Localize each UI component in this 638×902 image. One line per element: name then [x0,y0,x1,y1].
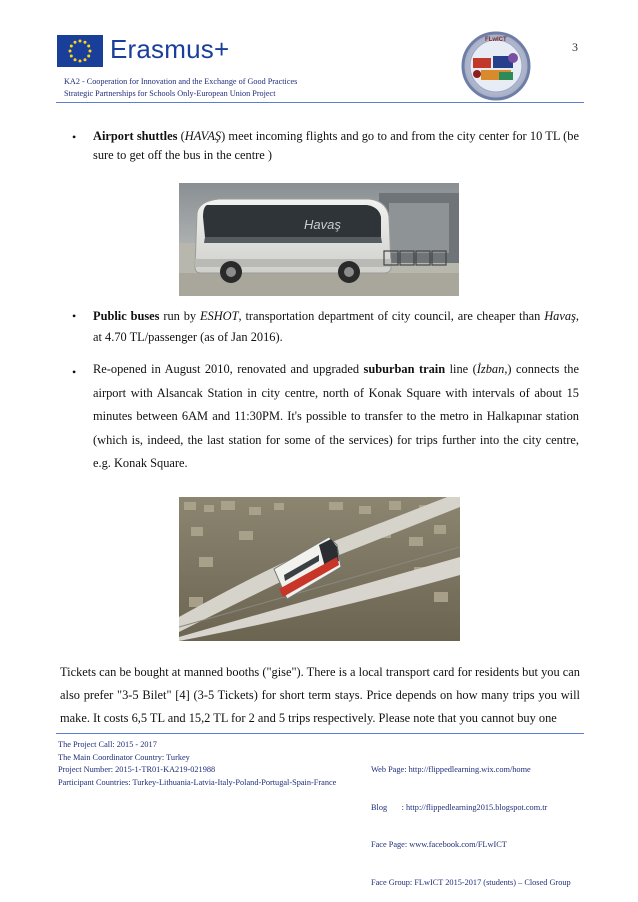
bullet-public-buses: Public buses run by ESHOT, transportation department of city council, are cheaper than Havaş, at 4.70 TL/passenger (as of Jan 2016). [93,309,580,344]
header-line-2: Strategic Partnerships for Schools Only-European Union Project [64,89,276,98]
footer-face-group: Face Group: FLwICT 2015-2017 (students) – Closed Group [371,877,571,887]
suburban-train-photo [179,497,460,641]
header-divider [56,102,584,103]
eu-flag-logo [57,35,103,67]
airport-shuttle-bus-photo [179,183,459,296]
erasmus-plus-logo: Erasmus+ [110,34,230,64]
bullet-marker: • [72,130,77,144]
footer-right-column [371,739,571,902]
bullet-marker: • [72,309,77,323]
bus-livery-text: Havaş [304,217,341,232]
footer-face-page: Face Page: www.facebook.com/FLwICT [371,840,507,849]
footer-coordinator-country: The Main Coordinator Country: Turkey [58,752,190,762]
footer-participant-countries: Participant Countries: Turkey-Lithuania-Latvia-Italy-Poland-Portugal-Spain-France [58,777,337,787]
bullet-suburban-train: Re-opened in August 2010, renovated and upgraded suburban train line (İzban,) connects the airport with Alsancak Station in city centre, north of Konak Square with intervals of about 15 minutes between 6AM and 11:30PM. It's possible to transfer to the metro in Halkapınar station (which is, indeed, the last station for some of the services) for trips further into the city centre, e.g. Konak Square. [93,362,579,470]
eu-stars-icon [57,35,103,67]
footer-project-number: Project Number: 2015-1-TR01-KA219-021988 [58,765,216,774]
project-logo-text: FLwICT [485,37,507,43]
bullet-marker: • [72,365,77,379]
bullet-airport-shuttles: Airport shuttles (HAVAŞ) meet incoming flights and go to and from the city center for 10 TL (be sure to get off the bus in the centre ) [93,129,579,162]
project-logo [455,28,537,102]
header-line-1: KA2 - Cooperation for Innovation and the Exchange of Good Practices [64,77,298,86]
page-number: 3 [572,40,578,54]
footer-divider [56,733,584,734]
footer-left-column [58,739,336,789]
footer-web-page: Web Page: http://flippedlearning.wix.com/home [371,765,531,774]
footer-blog: Blog : http://flippedlearning2015.blogspot.com.tr [371,802,548,812]
footer-project-call: The Project Call: 2015 - 2017 [58,740,157,749]
tickets-paragraph: Tickets can be bought at manned booths ("gise"). There is a local transport card for residents but you can also prefer "3-5 Bilet" [4] (3-5 Tickets) for short term stays. Price depends on how many trips you will make. It costs 6,5 TL and 15,2 TL for 2 and 5 trips respectively. Please note that you cannot buy one [60,665,580,725]
header-subtitle [64,76,297,100]
